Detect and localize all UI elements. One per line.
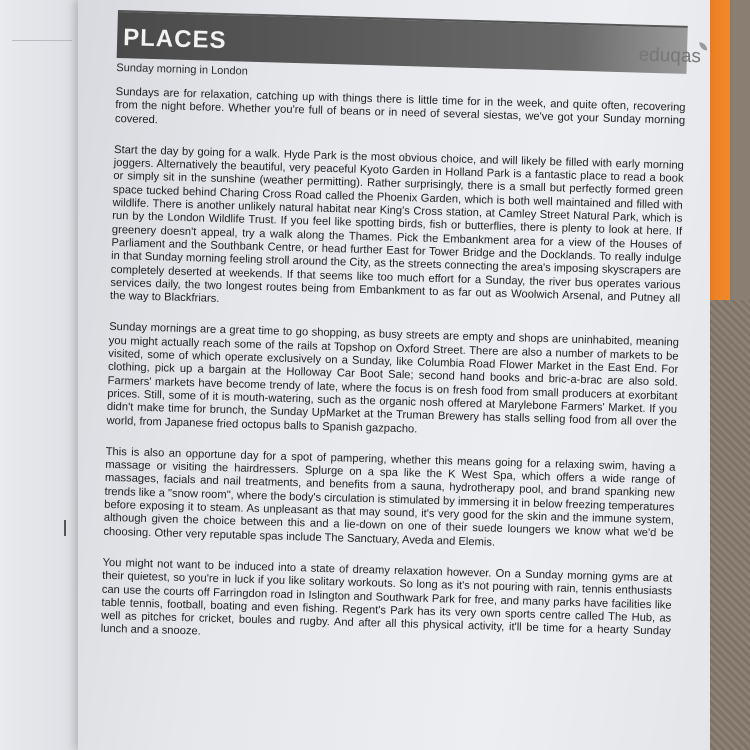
paragraph-sports: You might not want to be induced into a state of dreamy relaxation however. On a Sunday morning gyms are at their quietest, so you're in luck if you like solitary workouts. So long as it's not pouring with rain, tennis enthusiasts can use the courts off Farringdon road in Islington and Southwark Park for free, and many parks have facilities like table tennis, football, boating and even fishing. Regent's Park has its very own sports centre called The Hub, as well as pitches for cricket, boules and rugby. And after all this physical activity, it'll be time for a hearty Sunday lunch and a snooze. bbox=[100, 556, 673, 638]
paragraph-walks: Start the day by going for a walk. Hyde Park is the most obvious choice, and will likely be filled with early morning joggers. Alternatively the beautiful, very peaceful Kyoto Garden in Holland Park is a fantastic place to read a book or simply sit in the sunshine (weather permitting). Rather surprisingly, there is a small but perfectly formed green space tucked behind Charing Cross Road called the Phoenix Garden, which is both well maintained and filled with wildlife. There is another unlikely natural habitat near King's Cross station, at Camley Street Natural Park, which is run by the London Wildlife Trust. If you feel like spotting birds, fish or butterflies, there is plenty to look at here. If greenery doesn't appeal, try a walk along the Thames. Pick the Embankment area for a view of the Houses of Parliament and the Southbank Centre, or head further East for Tower Bridge and the Docklands. To really indulge in that Sunday morning feeling stroll around the City, as the streets connecting the area's imposing skyscrapers are completely deserted at weekends. If that seems like too much effort for a Sunday, the river bus operates various services daily, the two longest routes being from Embankment to as far out as Woolwich Arsenal, and Putney all the way to Blackfriars. bbox=[109, 143, 685, 306]
page-content bbox=[100, 10, 702, 652]
paragraph-shopping: Sunday mornings are a great time to go shopping, as busy streets are empty and shops are uninhabited, meaning you might actually reach some of the rails at Topshop on Oxford Street. There are also a number of markets to be visited, some of which operate exclusively on a Sunday, like Columbia Road Flower Market in the East End. For clothing, pick up a bargain at the Holloway Car Boot Sale; second hand books and bric-a-brac are also sold. Farmers' markets have become trendy of late, where the focus is on fresh food from small producers at exorbitant prices. Still, some of it is mouth-watering, such as the organic nosh offered at Marylebone Farmers' Market. If you didn't make time for brunch, the Sunday UpMarket at the Truman Brewery has stalls selling food from all over the world, from Japanese fried octopus balls to Spanish gazpacho. bbox=[106, 321, 680, 436]
facing-page-mark bbox=[64, 520, 66, 536]
facing-page-rule bbox=[12, 40, 72, 41]
carpet-background bbox=[705, 300, 750, 750]
document-page bbox=[78, 0, 710, 750]
section-title: PLACES bbox=[122, 24, 227, 55]
article-subtitle: Sunday morning in London bbox=[116, 61, 248, 78]
logo: eduqas bbox=[638, 44, 702, 68]
paragraph-pampering: This is also an opportune day for a spot of pampering, whether this means going for a relaxing swim, having a massage or visiting the hairdressers. Splurge on a spa like the K West Spa, which offers a wide range of massages, facials and nail treatments, and benefits from a sauna, hydrotherapy pool, and brand spanking new trends like a "snow room", where the body's circulation is stimulated by immersing it in below freezing temperatures before exposing it to steam. As unpleasant as that may sound, it's very good for the skin and the immune system, although given the choice between this and a lie-down on one of their suede loungers we know what we'd be choosing. Other very reputable spas include The Sanctuary, Aveda and Elemis. bbox=[103, 445, 676, 549]
facing-page bbox=[0, 0, 90, 750]
paragraph-intro: Sundays are for relaxation, catching up with things there is little time for in the week, and quite often, recovering from the night before. Whether you're full of beans or in need of several siestas, we've got your Sunday morning covered. bbox=[114, 85, 686, 128]
